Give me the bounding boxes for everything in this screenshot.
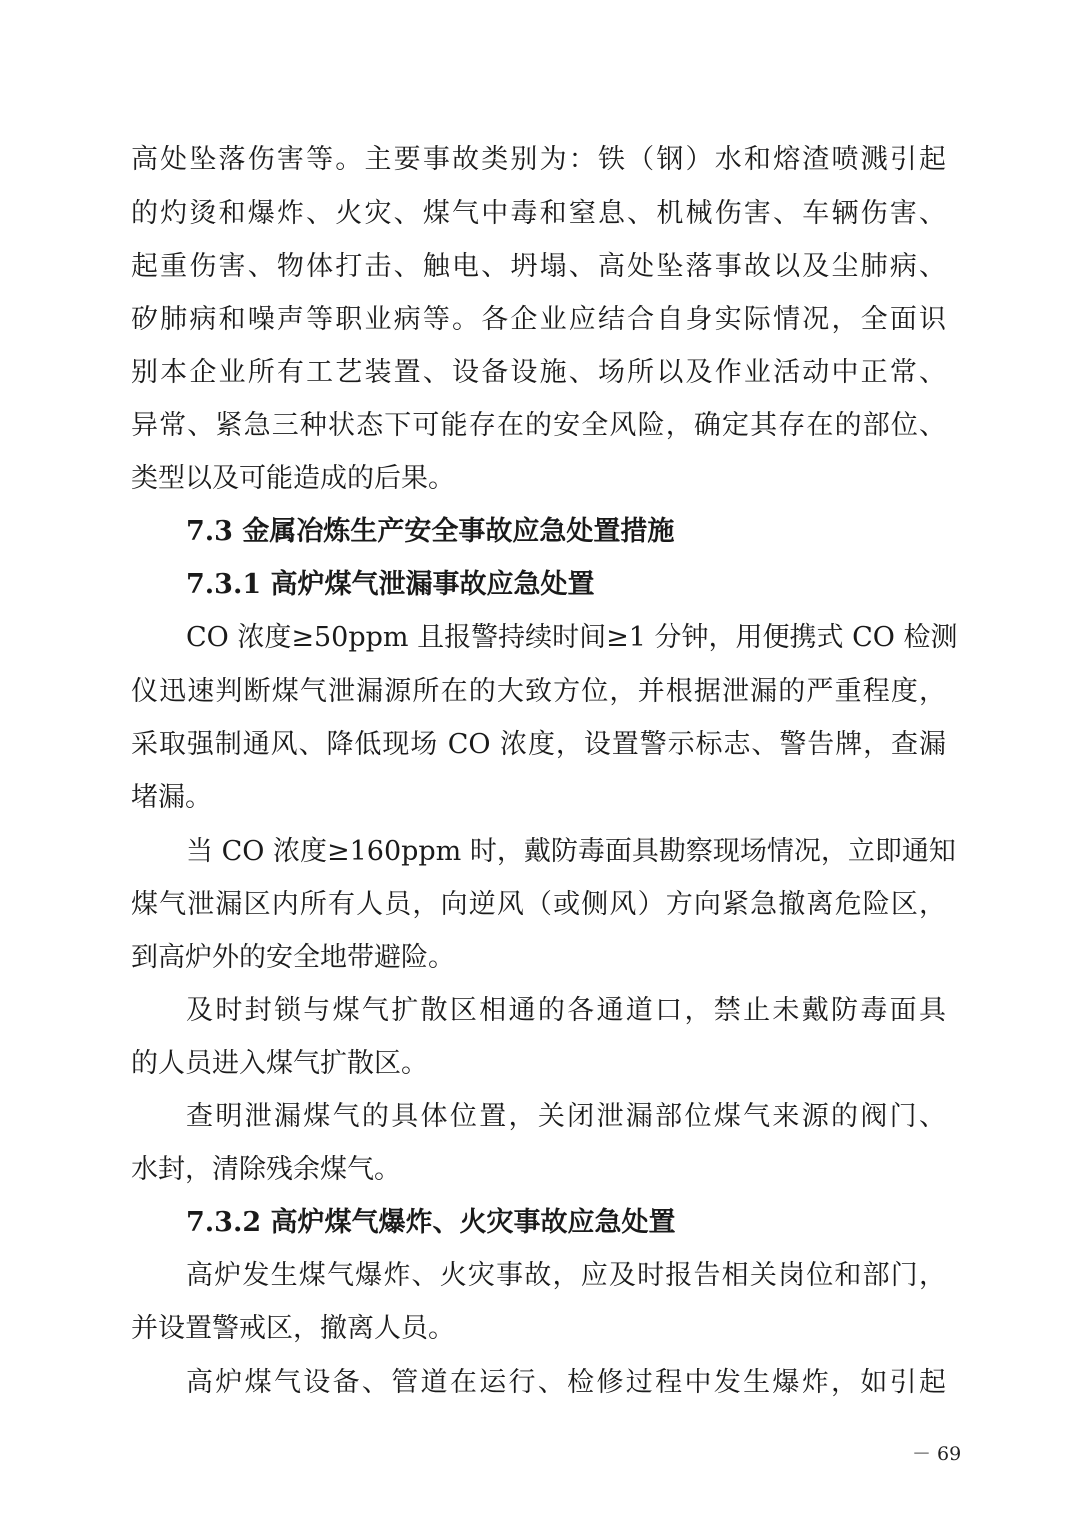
section-heading-7-3: 7.3 金属冶炼生产安全事故应急处置措施 bbox=[186, 516, 675, 547]
paragraph-line: 的灼烫和爆炸、火灾、煤气中毒和窒息、机械伤害、车辆伤害、 bbox=[131, 198, 946, 229]
paragraph-line: 高处坠落伤害等。主要事故类别为：铁（钢）水和熔渣喷溅引起 bbox=[131, 144, 946, 175]
paragraph-line: 当 CO 浓度≥160ppm 时，戴防毒面具勘察现场情况，立即通知 bbox=[186, 836, 956, 867]
paragraph-line: 煤气泄漏区内所有人员，向逆风（或侧风）方向紧急撤离危险区， bbox=[131, 889, 946, 920]
paragraph-line: CO 浓度≥50ppm 且报警持续时间≥1 分钟，用便携式 CO 检测 bbox=[186, 622, 958, 653]
paragraph-line: 高炉发生煤气爆炸、火灾事故，应及时报告相关岗位和部门， bbox=[186, 1260, 946, 1291]
page-number: － 69 bbox=[912, 1443, 962, 1465]
paragraph-line: 及时封锁与煤气扩散区相通的各通道口，禁止未戴防毒面具 bbox=[186, 995, 946, 1026]
paragraph-line: 并设置警戒区，撤离人员。 bbox=[131, 1313, 455, 1344]
section-heading-7-3-2: 7.3.2 高炉煤气爆炸、火灾事故应急处置 bbox=[186, 1207, 676, 1238]
paragraph-line: 采取强制通风、降低现场 CO 浓度，设置警示标志、警告牌，查漏 bbox=[131, 729, 946, 760]
paragraph-line: 异常、紧急三种状态下可能存在的安全风险，确定其存在的部位、 bbox=[131, 410, 946, 441]
paragraph-line: 堵漏。 bbox=[131, 782, 212, 813]
paragraph-line: 类型以及可能造成的后果。 bbox=[131, 463, 455, 494]
paragraph-line: 矽肺病和噪声等职业病等。各企业应结合自身实际情况，全面识 bbox=[131, 304, 946, 335]
paragraph-line: 仪迅速判断煤气泄漏源所在的大致方位，并根据泄漏的严重程度， bbox=[131, 676, 946, 707]
paragraph-line: 水封，清除残余煤气。 bbox=[131, 1154, 401, 1185]
section-heading-7-3-1: 7.3.1 高炉煤气泄漏事故应急处置 bbox=[186, 569, 595, 600]
paragraph-line: 高炉煤气设备、管道在运行、检修过程中发生爆炸，如引起 bbox=[186, 1367, 946, 1398]
paragraph-line: 起重伤害、物体打击、触电、坍塌、高处坠落事故以及尘肺病、 bbox=[131, 251, 946, 282]
paragraph-line: 查明泄漏煤气的具体位置，关闭泄漏部位煤气来源的阀门、 bbox=[186, 1101, 946, 1132]
paragraph-line: 别本企业所有工艺装置、设备设施、场所以及作业活动中正常、 bbox=[131, 357, 946, 388]
paragraph-line: 到高炉外的安全地带避险。 bbox=[131, 942, 455, 973]
paragraph-line: 的人员进入煤气扩散区。 bbox=[131, 1048, 428, 1079]
